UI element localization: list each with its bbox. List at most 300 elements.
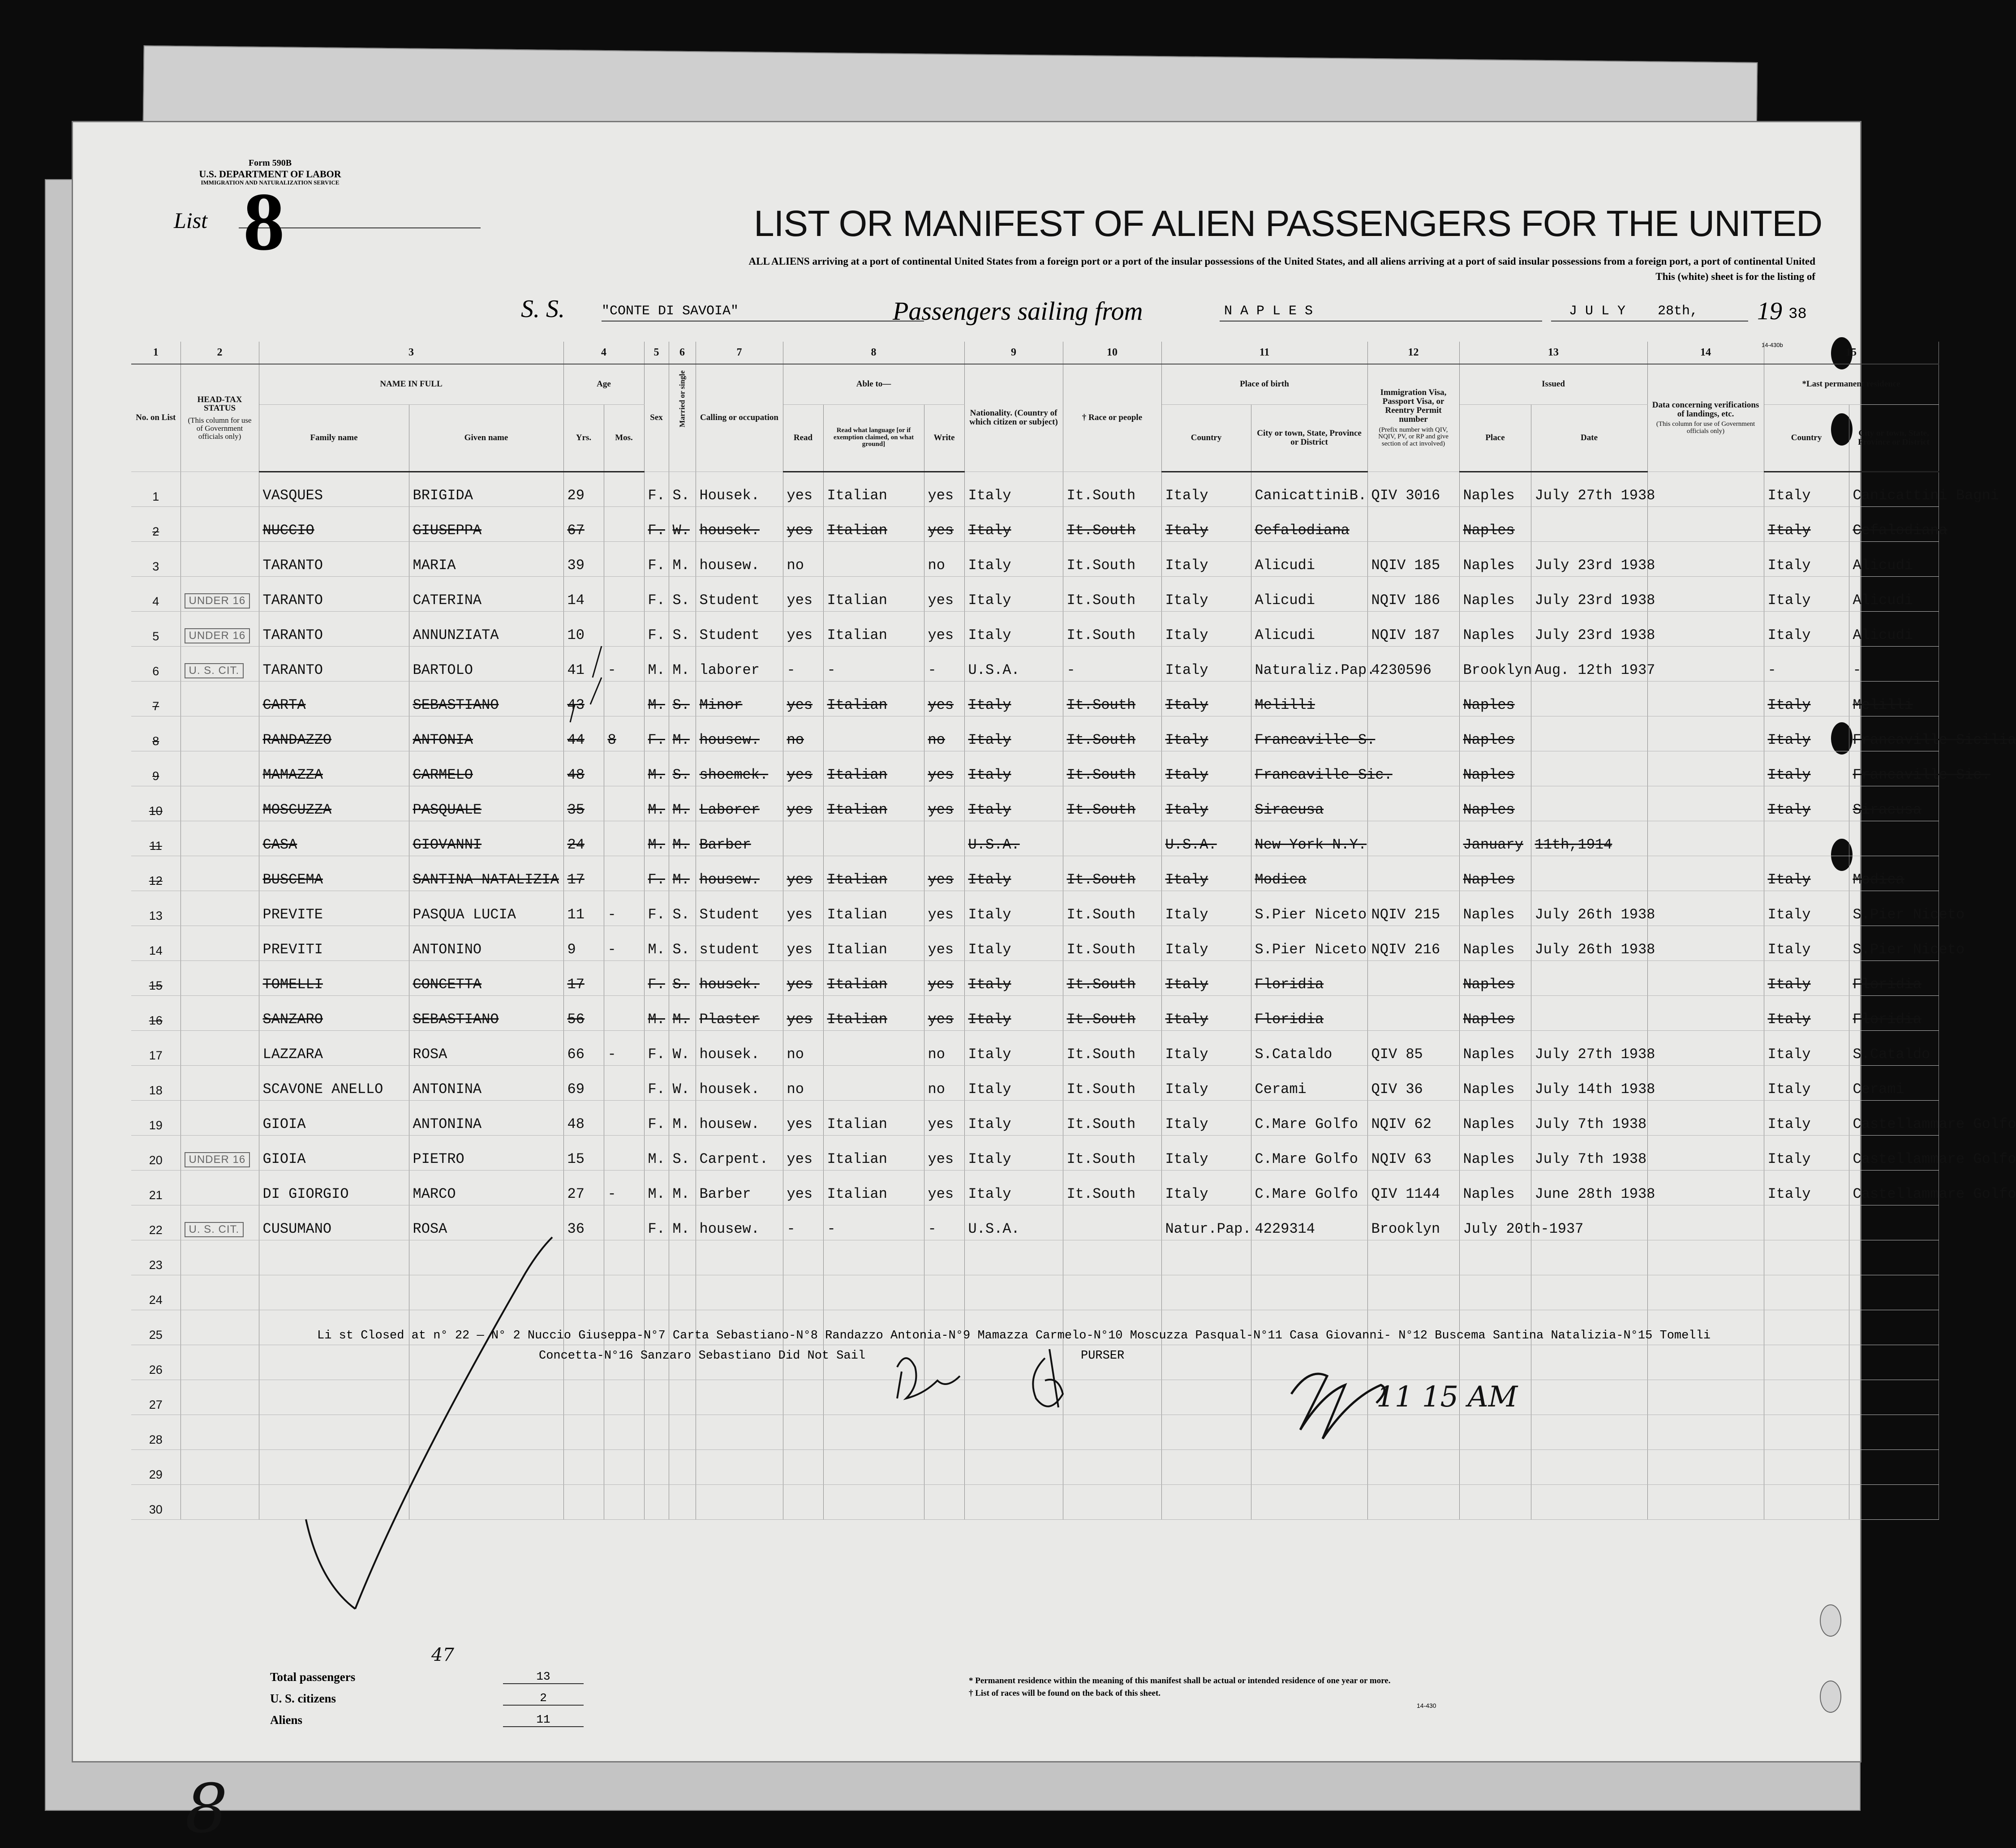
marital-status: M. [669, 856, 696, 891]
age-years: 39 [563, 541, 604, 576]
occupation: Minor [696, 681, 783, 716]
birth-country: U.S.A. [1161, 821, 1251, 856]
can-read: yes [783, 1170, 823, 1205]
birth-country: Italy [1161, 611, 1251, 646]
race: It.South [1063, 1065, 1161, 1100]
can-write: yes [924, 751, 964, 786]
header-last-residence: *Last permanent residence [1764, 364, 1939, 404]
given-name: SANTINA NATALIZIA [409, 856, 563, 891]
race: It.South [1063, 751, 1161, 786]
nationality: Italy [964, 681, 1063, 716]
family-name: CASA [259, 821, 409, 856]
visa-number: NQIV 185 [1367, 541, 1459, 576]
residence-country: Italy [1764, 786, 1849, 821]
marital-status: S. [669, 472, 696, 506]
given-name: SEBASTIANO [409, 995, 563, 1030]
given-name: BRIGIDA [409, 472, 563, 506]
birth-country: Italy [1161, 891, 1251, 926]
issued-place: Naples [1459, 926, 1531, 960]
marital-status: M. [669, 786, 696, 821]
read-language: Italian [823, 891, 924, 926]
age-years: 48 [563, 1100, 604, 1135]
birth-city: Siracusa [1251, 786, 1367, 821]
issued-date: June 28th 1938 [1531, 1170, 1647, 1205]
can-write: yes [924, 960, 964, 995]
can-read: yes [783, 681, 823, 716]
sex: M. [644, 995, 669, 1030]
issued-date: July 23rd 1938 [1531, 611, 1647, 646]
family-name: PREVITE [259, 891, 409, 926]
footnote-residence: * Permanent residence within the meaning of this manifest shall be actual or intended residence of one year or more. [969, 1676, 1391, 1685]
list-number: 8 [243, 176, 285, 268]
residence-country: Italy [1764, 1100, 1849, 1135]
given-name: GIUSEPPA [409, 506, 563, 541]
sex: F. [644, 611, 669, 646]
family-name: TARANTO [259, 646, 409, 681]
col-number: 1 [131, 342, 181, 364]
row-number: 10 [131, 786, 181, 821]
given-name: ANTONINA [409, 1100, 563, 1135]
age-years: 29 [563, 472, 604, 506]
time-note: 11 15 AM [1376, 1381, 1518, 1414]
us-citizens-row [270, 1684, 584, 1706]
age-months: - [604, 1170, 644, 1205]
can-write: yes [924, 891, 964, 926]
residence-city: Castellammare Golfo [1849, 1135, 1939, 1170]
marital-status: M. [669, 646, 696, 681]
issued-date: July 7th 1938 [1531, 1135, 1647, 1170]
age-years: 15 [563, 1135, 604, 1170]
birth-city: C.Mare Golfo [1251, 1170, 1367, 1205]
birth-country: Italy [1161, 646, 1251, 681]
header-residence-country: Country [1764, 404, 1849, 472]
header-sex: Sex [644, 364, 669, 472]
birth-city: S.Pier Niceto [1251, 891, 1367, 926]
given-name: CARMELO [409, 751, 563, 786]
residence-city [1849, 1240, 1939, 1275]
header-place-of-birth: Place of birth [1161, 364, 1367, 404]
read-language: Italian [823, 506, 924, 541]
birth-city: C.Mare Golfo [1251, 1135, 1367, 1170]
issued-place: Naples [1459, 1065, 1531, 1100]
given-name: MARCO [409, 1170, 563, 1205]
birth-city: Floridia [1251, 960, 1367, 995]
issued-place: Naples [1459, 716, 1531, 751]
can-read: yes [783, 576, 823, 611]
race: It.South [1063, 1030, 1161, 1065]
row-number: 16 [131, 995, 181, 1030]
col-number: 15 [1764, 342, 1939, 364]
nationality: Italy [964, 891, 1063, 926]
residence-city: Castellammare Golfo [1849, 1100, 1939, 1135]
issued-place: Brooklyn [1459, 646, 1531, 681]
total-passengers-row [270, 1663, 584, 1684]
nationality: Italy [964, 960, 1063, 995]
age-years: 17 [563, 960, 604, 995]
header-able-to: Able to— [783, 364, 964, 404]
can-read: yes [783, 751, 823, 786]
race: It.South [1063, 1100, 1161, 1135]
family-name: CUSUMANO [259, 1205, 409, 1240]
race: It.South [1063, 541, 1161, 576]
nationality: Italy [964, 716, 1063, 751]
purser-signature [897, 1358, 960, 1398]
sailing-label: Passengers sailing from [893, 296, 1143, 326]
birth-country: Italy [1161, 681, 1251, 716]
issued-date: July 27th 1938 [1531, 472, 1647, 506]
family-name: VASQUES [259, 472, 409, 506]
race: It.South [1063, 1170, 1161, 1205]
residence-country: Italy [1764, 751, 1849, 786]
read-language: Italian [823, 1170, 924, 1205]
age-years: 17 [563, 856, 604, 891]
residence-city: Alicudi [1849, 611, 1939, 646]
residence-city: Siracusa [1849, 786, 1939, 821]
row-number: 1 [131, 472, 181, 506]
can-read: no [783, 716, 823, 751]
can-write: yes [924, 506, 964, 541]
nationality: U.S.A. [964, 1205, 1063, 1240]
given-name: ROSA [409, 1030, 563, 1065]
can-write: yes [924, 1100, 964, 1135]
age-years: 35 [563, 786, 604, 821]
sex: M. [644, 821, 669, 856]
birth-country: Italy [1161, 576, 1251, 611]
race: It.South [1063, 681, 1161, 716]
nationality: U.S.A. [964, 821, 1063, 856]
issued-place: Naples [1459, 472, 1531, 506]
row-number: 24 [131, 1275, 181, 1310]
can-read: yes [783, 891, 823, 926]
ship-label: S. S. [521, 295, 565, 323]
birth-city: Francaville S. [1251, 716, 1367, 751]
ship-name: "CONTE DI SAVOIA" [602, 304, 924, 322]
occupation: housew. [696, 716, 783, 751]
head-tax-stamp: UNDER 16 [185, 593, 250, 609]
can-write: - [924, 1205, 964, 1240]
issued-date: July 23rd 1938 [1531, 576, 1647, 611]
nationality: Italy [964, 786, 1063, 821]
residence-country: Italy [1764, 541, 1849, 576]
occupation: Barber [696, 821, 783, 856]
age-years: 67 [563, 506, 604, 541]
handwriting-overlay [73, 122, 1860, 1761]
issued-place: Naples [1459, 995, 1531, 1030]
col-number: 8 [783, 342, 964, 364]
row-number: 23 [131, 1240, 181, 1275]
residence-city: Francaville Sicilia [1849, 716, 1939, 751]
birth-city: Cefalodiana [1251, 506, 1367, 541]
visa-number: NQIV 186 [1367, 576, 1459, 611]
us-citizens-value: 2 [503, 1691, 584, 1706]
sex: F. [644, 960, 669, 995]
issued-date: July 7th 1938 [1531, 1100, 1647, 1135]
row-number: 13 [131, 891, 181, 926]
can-read: yes [783, 995, 823, 1030]
residence-city: Castellammare Golfo [1849, 1170, 1939, 1205]
head-tax-note: (This column for use of Government officials only) [188, 416, 252, 441]
occupation: shoemek. [696, 751, 783, 786]
can-read: yes [783, 856, 823, 891]
occupation: Plaster [696, 995, 783, 1030]
sex: F. [644, 891, 669, 926]
residence-city [1849, 1484, 1939, 1519]
row-number: 21 [131, 1170, 181, 1205]
residence-country: Italy [1764, 576, 1849, 611]
marital-status: S. [669, 1135, 696, 1170]
nationality: Italy [964, 1170, 1063, 1205]
family-name: CARTA [259, 681, 409, 716]
occupation: housew. [696, 856, 783, 891]
can-write: yes [924, 995, 964, 1030]
race: It.South [1063, 576, 1161, 611]
age-months: 8 [604, 716, 644, 751]
nationality: Italy [964, 1100, 1063, 1135]
sex: M. [644, 681, 669, 716]
residence-city: Alicudi [1849, 576, 1939, 611]
residence-city: Melilli [1849, 681, 1939, 716]
row-number: 12 [131, 856, 181, 891]
occupation: Barber [696, 1170, 783, 1205]
residence-city [1849, 1449, 1939, 1484]
margin-number: 8 [185, 1770, 228, 1848]
head-tax-title: HEAD-TAX STATUS [197, 394, 242, 413]
residence-country: Italy [1764, 611, 1849, 646]
marital-status: M. [669, 821, 696, 856]
verifications-title: Data concerning verifications of landings, etc. [1652, 400, 1759, 419]
marital-status: M. [669, 1100, 696, 1135]
margin-check-column [570, 646, 602, 722]
issued-place: Naples [1459, 1030, 1531, 1065]
can-write: yes [924, 1135, 964, 1170]
sex: F. [644, 576, 669, 611]
family-name: MAMAZZA [259, 751, 409, 786]
read-language: Italian [823, 1135, 924, 1170]
visa-number: NQIV 216 [1367, 926, 1459, 960]
header-given-name: Given name [409, 404, 563, 472]
residence-country: Italy [1764, 891, 1849, 926]
birth-country: Italy [1161, 1170, 1251, 1205]
age-years: 44 [563, 716, 604, 751]
age-years: 9 [563, 926, 604, 960]
read-language: Italian [823, 611, 924, 646]
manifest-sheet [72, 121, 2016, 1848]
nationality: U.S.A. [964, 646, 1063, 681]
can-write: yes [924, 472, 964, 506]
col-number: 5 [644, 342, 669, 364]
visa-title: Immigration Visa, Passport Visa, or Reentry Permit number [1380, 387, 1447, 424]
married-label: Married or single [678, 370, 687, 428]
page-count: 47 [431, 1645, 454, 1665]
issued-place: Naples [1459, 960, 1531, 995]
issued-place: Naples [1459, 786, 1531, 821]
race: It.South [1063, 472, 1161, 506]
issued-date: 11th,1914 [1531, 821, 1647, 856]
issued-date: July 14th 1938 [1531, 1065, 1647, 1100]
service-name: IMMIGRATION AND NATURALIZATION SERVICE [201, 179, 340, 186]
read-language: Italian [823, 960, 924, 995]
total-passengers-value: 13 [503, 1670, 584, 1684]
occupation: Student [696, 611, 783, 646]
row-number: 15 [131, 960, 181, 995]
sex: M. [644, 751, 669, 786]
visa-number: QIV 1144 [1367, 1170, 1459, 1205]
row-number: 25 [131, 1310, 181, 1345]
row-number: 2 [131, 506, 181, 541]
issued-place: January [1459, 821, 1531, 856]
occupation: housew. [696, 541, 783, 576]
issued-date: July 26th 1938 [1531, 891, 1647, 926]
age-months: - [604, 646, 644, 681]
birth-country: Italy [1161, 1030, 1251, 1065]
subtitle-line-1: ALL ALIENS arriving at a port of continental United States from a foreign port or a port of the insular possessions of the United States, and all aliens arriving at a port of said insular possessions from a foreign port, a port of continental United [748, 256, 1815, 267]
birth-country: Italy [1161, 506, 1251, 541]
birth-country: Italy [1161, 751, 1251, 786]
header-birth-country: Country [1161, 404, 1251, 472]
year-suffix: 38 [1788, 306, 1807, 323]
issued-place: July 20th-1937 [1459, 1205, 1531, 1240]
family-name: MOSCUZZA [259, 786, 409, 821]
birth-country: Italy [1161, 472, 1251, 506]
given-name: GIOVANNI [409, 821, 563, 856]
read-language: Italian [823, 1100, 924, 1135]
row-number: 3 [131, 541, 181, 576]
residence-city: Floridia [1849, 960, 1939, 995]
row-number: 5 [131, 611, 181, 646]
col-number: 2 [181, 342, 259, 364]
can-write: yes [924, 1170, 964, 1205]
race: It.South [1063, 891, 1161, 926]
read-language: Italian [823, 856, 924, 891]
nationality: Italy [964, 541, 1063, 576]
birth-country: Italy [1161, 786, 1251, 821]
birth-country: Italy [1161, 960, 1251, 995]
birth-country: Italy [1161, 541, 1251, 576]
marital-status: M. [669, 1170, 696, 1205]
header-issued-date: Date [1531, 404, 1647, 472]
marital-status: S. [669, 960, 696, 995]
birth-country: Italy [1161, 995, 1251, 1030]
read-language: Italian [823, 995, 924, 1030]
birth-country: Italy [1161, 926, 1251, 960]
read-language: Italian [823, 576, 924, 611]
residence-city: Cerami [1849, 1065, 1939, 1100]
birth-country: Italy [1161, 716, 1251, 751]
race: It.South [1063, 960, 1161, 995]
read-language: - [823, 646, 924, 681]
marital-status: W. [669, 1065, 696, 1100]
row-number: 18 [131, 1065, 181, 1100]
marital-status: S. [669, 681, 696, 716]
aliens-row [270, 1706, 584, 1727]
aliens-value: 11 [503, 1713, 584, 1727]
header-no-on-list: No. on List [131, 364, 181, 472]
residence-city [1849, 821, 1939, 856]
sex: F. [644, 1030, 669, 1065]
marital-status: W. [669, 1030, 696, 1065]
row-number: 27 [131, 1380, 181, 1415]
nationality: Italy [964, 611, 1063, 646]
residence-country: Italy [1764, 1030, 1849, 1065]
nationality: Italy [964, 751, 1063, 786]
header-read: Read [783, 404, 823, 472]
residence-city: S.Pier Niceto [1849, 891, 1939, 926]
family-name: PREVITI [259, 926, 409, 960]
nationality: Italy [964, 506, 1063, 541]
birth-city: Alicudi [1251, 611, 1367, 646]
can-read: no [783, 1065, 823, 1100]
col-number: 4 [563, 342, 644, 364]
head-tax-stamp: U. S. CIT. [185, 1222, 244, 1237]
age-years: 66 [563, 1030, 604, 1065]
age-months: - [604, 926, 644, 960]
visa-number: QIV 36 [1367, 1065, 1459, 1100]
occupation: housek. [696, 960, 783, 995]
residence-country: Italy [1764, 960, 1849, 995]
residence-country: Italy [1764, 716, 1849, 751]
col-number: 6 [669, 342, 696, 364]
read-language: Italian [823, 786, 924, 821]
residence-city: Francaville Sic. [1849, 751, 1939, 786]
race: It.South [1063, 786, 1161, 821]
sex: M. [644, 1170, 669, 1205]
occupation: Laborer [696, 786, 783, 821]
family-name: TARANTO [259, 541, 409, 576]
issued-place: Naples [1459, 856, 1531, 891]
nationality: Italy [964, 995, 1063, 1030]
header-residence-city: City or town, State, Province or District [1849, 404, 1939, 472]
can-read: no [783, 541, 823, 576]
family-name: NUCCIO [259, 506, 409, 541]
visa-number: NQIV 62 [1367, 1100, 1459, 1135]
read-language: Italian [823, 926, 924, 960]
age-years: 10 [563, 611, 604, 646]
nationality: Italy [964, 576, 1063, 611]
nationality: Italy [964, 856, 1063, 891]
occupation: laborer [696, 646, 783, 681]
can-read: yes [783, 1135, 823, 1170]
read-language: - [823, 1205, 924, 1240]
sex: M. [644, 646, 669, 681]
can-read: - [783, 1205, 823, 1240]
row-number: 6 [131, 646, 181, 681]
race: It.South [1063, 856, 1161, 891]
check-stroke-large [306, 1237, 552, 1609]
marital-status: S. [669, 611, 696, 646]
birth-city: New York N.Y. [1251, 821, 1367, 856]
sex: F. [644, 856, 669, 891]
issued-place: Naples [1459, 541, 1531, 576]
residence-country: Italy [1764, 506, 1849, 541]
row-number: 4 [131, 576, 181, 611]
col-number: 11 [1161, 342, 1367, 364]
head-tax-stamp: U. S. CIT. [185, 663, 244, 678]
residence-city: Floridia [1849, 995, 1939, 1030]
occupation: housew. [696, 1205, 783, 1240]
head-tax-stamp: UNDER 16 [185, 628, 250, 643]
can-read: yes [783, 926, 823, 960]
occupation: housew. [696, 1100, 783, 1135]
can-read: yes [783, 472, 823, 506]
birth-city: Naturaliz.Pap. [1251, 646, 1367, 681]
row-number: 19 [131, 1100, 181, 1135]
marital-status: M. [669, 995, 696, 1030]
can-read: - [783, 646, 823, 681]
occupation: Carpent. [696, 1135, 783, 1170]
marital-status: S. [669, 926, 696, 960]
issued-date: Aug. 12th 1937 [1531, 646, 1647, 681]
birth-city: C.Mare Golfo [1251, 1100, 1367, 1135]
